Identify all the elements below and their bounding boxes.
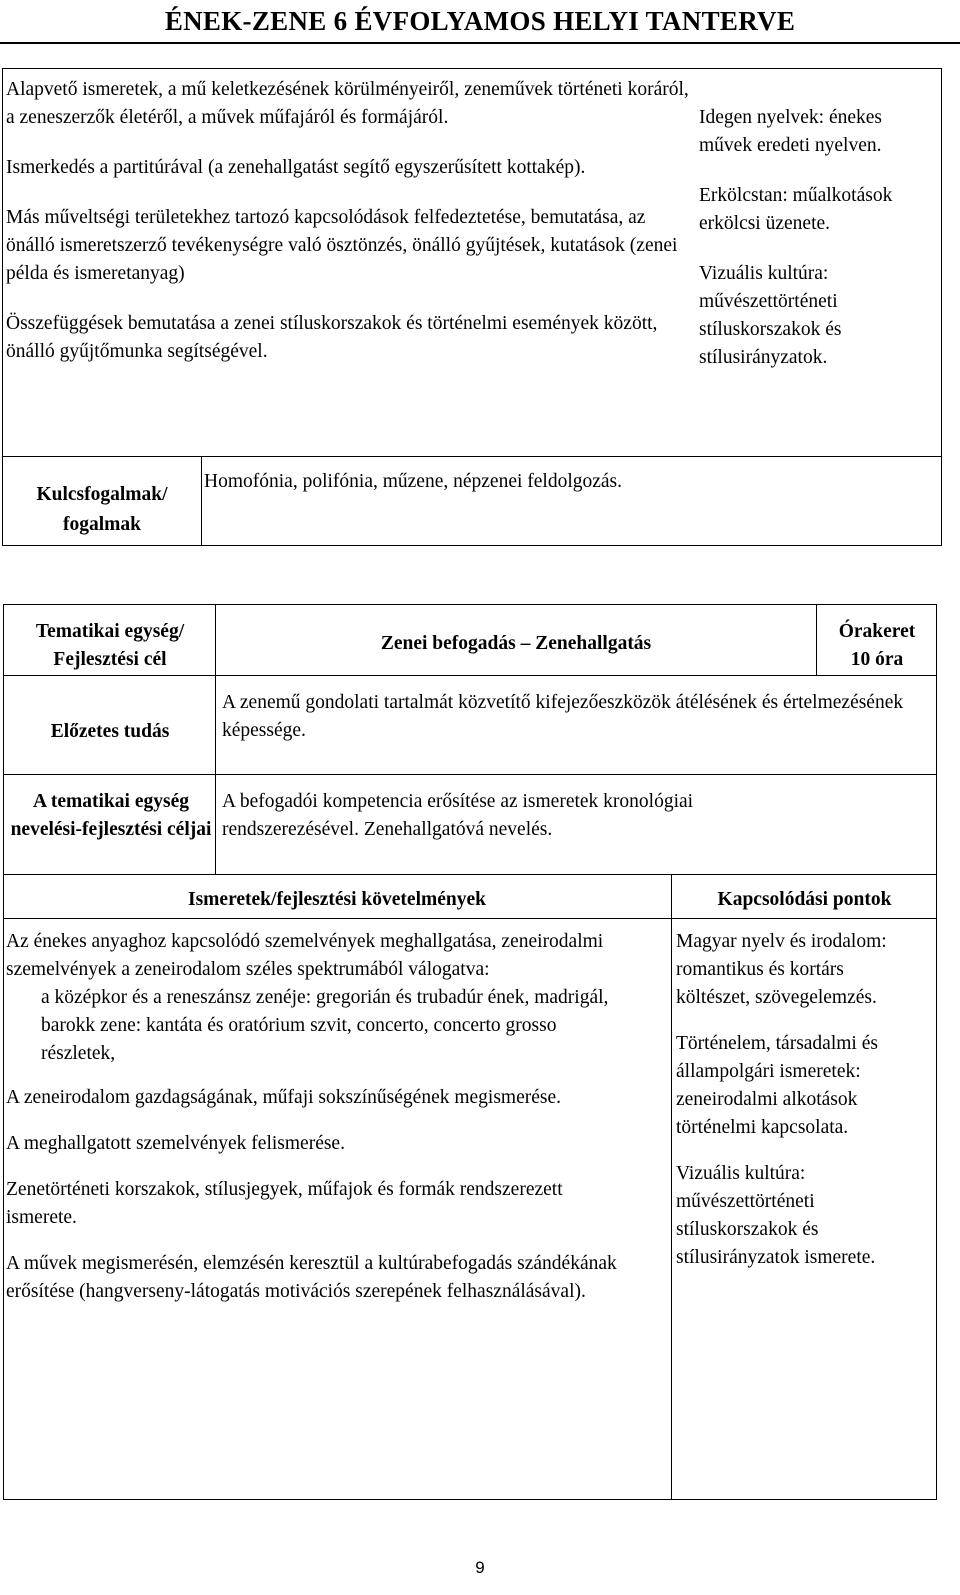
document-header xyxy=(0,0,960,46)
key-concepts-label: Kulcsfogalmak/ fogalmak xyxy=(36,484,168,535)
requirement-item: Zenetörténeti korszakok, stílusjegyek, műfajok és formák rendszerezett ismerete. xyxy=(6,1179,563,1228)
key-concepts-divider xyxy=(2,456,942,457)
key-concepts-value: Homofónia, polifónia, műzene, népzenei feldolgozás. xyxy=(204,471,623,492)
requirement-item: A zeneirodalom gazdagságának, műfaji sokszínűségének megismerése. xyxy=(6,1087,562,1108)
document-title: ÉNEK-ZENE 6 ÉVFOLYAMOS HELYI TANTERVE xyxy=(164,6,796,36)
requirement-paragraph: Ismerkedés a partitúrával (a zenehallgatást segítő egyszerűsített kottakép). xyxy=(6,157,586,178)
links-column-divider xyxy=(671,874,672,1500)
key-concepts-column-divider xyxy=(201,456,202,546)
requirement-subitem: barokk zene: kantáta és oratórium szvit, concerto, concerto grosso részletek, xyxy=(41,1015,557,1064)
unit-label: Tematikai egység/ Fejlesztési cél xyxy=(35,621,185,670)
link-item: Történelem, társadalmi és állampolgári ismeretek: zeneirodalmi alkotások történelmi kapcsolata. xyxy=(676,1033,878,1138)
requirement-item: Az énekes anyaghoz kapcsolódó szemelvények meghallgatása, zeneirodalmi szemelvények a zeneirodalom széles spektrumából válogatva: xyxy=(6,931,604,980)
requirement-item: A művek megismerésén, elemzésén keresztül a kultúrabefogadás szándékának erősítése (hangverseny-látogatás motivációs szerepének felhasználásával). xyxy=(6,1253,617,1302)
row-divider xyxy=(3,918,937,919)
prior-knowledge-value: A zenemű gondolati tartalmát közvetítő kifejezőeszközök átélésének és értelmezésének képessége. xyxy=(222,692,904,741)
links-column-header: Kapcsolódási pontok xyxy=(717,889,892,910)
page-number: 9 xyxy=(475,1558,485,1577)
goals-label: A tematikai egység nevelési-fejlesztési céljai xyxy=(10,791,212,840)
row-divider xyxy=(3,874,937,875)
unit-title: Zenei befogadás – Zenehallgatás xyxy=(380,633,652,654)
link-item: Magyar nyelv és irodalom: romantikus és kortárs költészet, szövegelemzés. xyxy=(676,931,887,1008)
connections-cell xyxy=(699,104,937,372)
row-divider xyxy=(3,774,937,775)
requirements-column-header: Ismeretek/fejlesztési követelmények xyxy=(188,889,486,910)
requirement-item: A meghallgatott szemelvények felismerése. xyxy=(6,1133,345,1154)
requirements-list xyxy=(6,928,666,1306)
goals-value: A befogadói kompetencia erősítése az ismeretek kronológiai rendszerezésével. Zenehallgatóvá nevelés. xyxy=(222,791,694,840)
connection-paragraph: Vizuális kultúra: művészettörténeti stíluskorszakok és stílusirányzatok. xyxy=(699,263,842,368)
links-list xyxy=(676,928,934,1272)
hours-label: Órakeret xyxy=(838,621,916,642)
prior-knowledge-label: Előzetes tudás xyxy=(50,721,170,742)
requirement-paragraph: Alapvető ismeretek, a mű keletkezésének körülményeiről, zeneművek történeti koráról, a zeneszerzők életéről, a művek műfajáról és formájáról. xyxy=(6,79,689,128)
connection-paragraph: Erkölcstan: műalkotások erkölcsi üzenete. xyxy=(699,185,893,234)
row-divider xyxy=(3,675,937,676)
requirements-cell xyxy=(6,76,696,366)
hours-value: 10 óra xyxy=(850,649,904,670)
requirement-paragraph: Összefüggések bemutatása a zenei stíluskorszakok és történelmi események között, önálló gyűjtőmunka segítségével. xyxy=(6,313,658,362)
requirement-subitem: a középkor és a reneszánsz zenéje: gregorián és trubadúr ének, madrigál, xyxy=(41,987,609,1008)
link-item: Vizuális kultúra: művészettörténeti stíluskorszakok és stílusirányzatok ismerete. xyxy=(676,1163,876,1268)
connection-paragraph: Idegen nyelvek: énekes művek eredeti nyelven. xyxy=(699,107,883,156)
header-rule xyxy=(0,42,960,44)
requirement-paragraph: Más műveltségi területekhez tartozó kapcsolódások felfedeztetése, bemutatása, az önálló ismeretszerző tevékenységre való ösztönzés, önálló gyűjtések, kutatások (zenei példa és ismeretanyag) xyxy=(6,207,678,284)
